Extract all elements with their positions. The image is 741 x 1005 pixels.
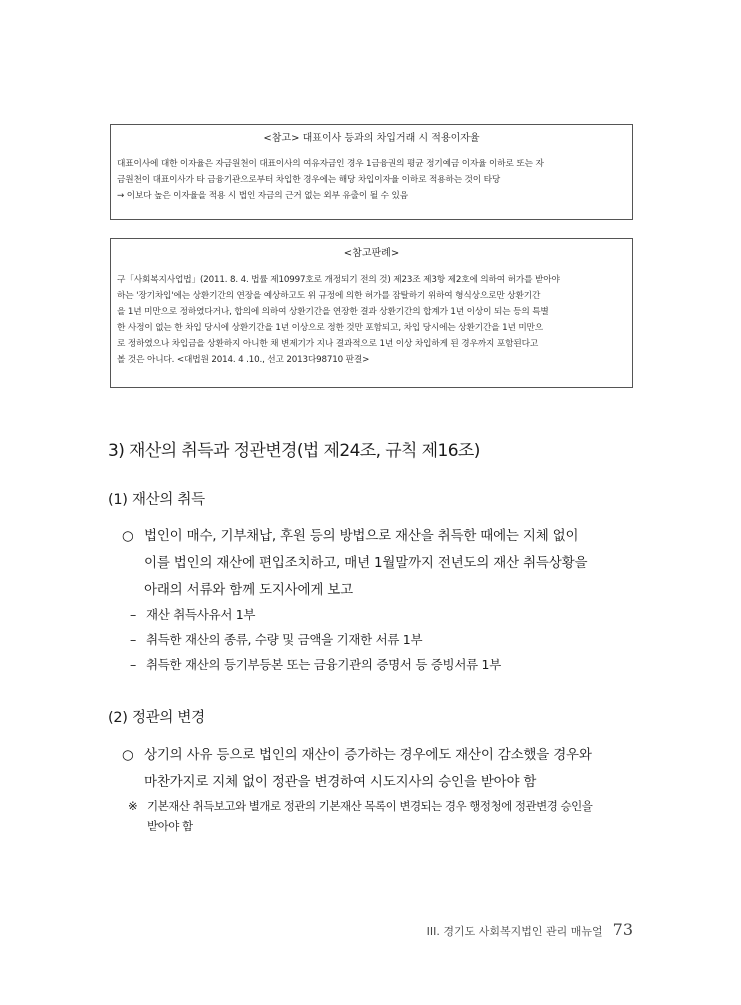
bullet-line: 이를 법인의 재산에 편입조치하고, 매년 1월말까지 전년도의 재산 취득상황을 [144,555,588,571]
dash-icon: – [130,632,136,647]
list-item: – 재산 취득사유서 1부 [130,607,256,622]
page-number: 73 [612,920,633,939]
reference-box-interest-rate [110,124,633,220]
note-line: 받아야 함 [147,819,193,833]
subsection-title-articles-change: (2) 정관의 변경 [108,710,205,726]
reference-box-title: <참고판례> [343,248,400,259]
reference-box-line: 하는 '장기차입'에는 상환기간의 연장을 예상하고도 위 규정에 의한 허가를 잠탈하기 위하여 형식상으로만 상환기간 [117,291,541,301]
reference-box-line: 한 사정이 없는 한 차입 당시에 상환기간을 1년 이상으로 정한 것만 포함되고, 차입 당시에는 상환기간을 1년 미만으 [117,323,544,333]
reference-box-line: 금원천이 대표이사가 타 금융기관으로부터 차입한 경우에는 해당 차입이자율 이하로 적용하는 것이 타당 [117,175,501,185]
reference-box-line: 대표이사에 대한 이자율은 자금원천이 대표이사의 여유자금인 경우 1금융권의 평균 정기예금 이자율 이하로 또는 자 [117,159,544,169]
bullet-line: 상기의 사유 등으로 법인의 재산이 증가하는 경우에도 재산이 감소했을 경우와 [144,747,592,763]
page-footer [427,920,633,939]
dash-icon: – [130,657,136,672]
bullet-line: 법인이 매수, 기부채납, 후원 등의 방법으로 재산을 취득한 때에는 지체 없이 [144,528,579,544]
reference-box-line: 을 1년 미만으로 정하였다거나, 합의에 의하여 상환기간을 연장한 결과 상환기간의 합계가 1년 이상이 되는 등의 특별 [117,307,549,317]
reference-box-line: 구「사회복지사업법」(2011. 8. 4. 법률 제10997호로 개정되기 전의 것) 제23조 제3항 제2호에 의하여 허가를 받아야 [117,275,560,285]
reference-mark-icon: ※ [128,799,138,813]
list-item: – 취득한 재산의 종류, 수량 및 금액을 기재한 서류 1부 [130,632,423,647]
reference-box-line: 로 정하였으나 차입금을 상환하지 아니한 채 변제기가 지나 결과적으로 1년 이상 차입하게 된 경우까지 포함된다고 [117,339,539,349]
bullet-line: 아래의 서류와 함께 도지사에게 보고 [144,582,353,598]
circle-bullet-icon: ○ [122,528,134,544]
reference-box-title: <참고> 대표이사 등과의 차입거래 시 적용이자율 [263,133,480,144]
bullet-line: 마찬가지로 지체 없이 정관을 변경하여 시도지사의 승인을 받아야 함 [144,774,537,790]
reference-box-line: 볼 것은 아니다. <대법원 2014. 4 .10., 선고 2013다98710 판결> [117,355,370,365]
list-item: – 취득한 재산의 등기부등본 또는 금융기관의 증명서 등 증빙서류 1부 [130,657,501,672]
reference-box-line: → 이보다 높은 이자율을 적용 시 법인 자금의 근거 없는 외부 유출이 될 수 있음 [117,191,408,201]
subsection-title-property-acquisition: (1) 재산의 취득 [108,492,205,508]
note-line: 기본재산 취득보고와 별개로 정관의 기본재산 목록이 변경되는 경우 행정청에 정관변경 승인을 [147,799,593,813]
footer-chapter-title: III. 경기도 사회복지법인 관리 매뉴얼 [426,925,603,938]
section-title: 3) 재산의 취득과 정관변경(법 제24조, 규칙 제16조) [108,441,480,461]
dash-icon: – [130,607,136,622]
circle-bullet-icon: ○ [122,747,134,763]
reference-box-case-law [110,238,633,388]
